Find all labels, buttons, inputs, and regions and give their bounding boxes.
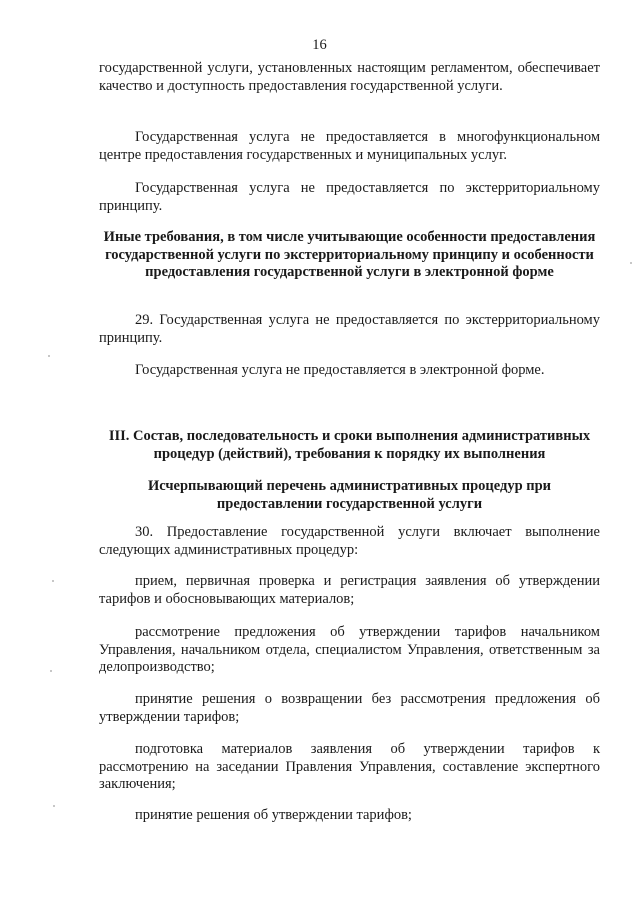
section-heading-other-requirements: Иные требования, в том числе учитывающие особенности предоставления государственной услуги по экстерриториальному принципу и особенности предоставления государственной услуги в электронной форме [103, 229, 596, 281]
scan-speck [52, 580, 54, 582]
scan-speck [50, 670, 52, 672]
chapter-heading-iii: III. Состав, последовательность и сроки выполнения административных процедур (действий), требования к порядку их выполнения [108, 428, 591, 462]
paragraph-mfc: Государственная услуга не предоставляется в многофункциональном центре предоставления государственных и муниципальных услуг. [99, 129, 600, 163]
paragraph-extraterritorial: Государственная услуга не предоставляется по экстерриториальному принципу. [99, 180, 600, 214]
paragraph-electronic-form: Государственная услуга не предоставляется в электронной форме. [135, 362, 545, 378]
list-item-review: рассмотрение предложения об утверждении тарифов начальником Управления, начальником отдела, специалистом Управления, ответственным за делопроизводство; [99, 624, 600, 676]
list-item-approval-decision: принятие решения об утверждении тарифов; [135, 807, 412, 823]
page-number: 16 [312, 37, 327, 53]
paragraph-30: 30. Предоставление государственной услуги включает выполнение следующих административных процедур: [99, 524, 600, 558]
section-heading-procedures-list: Исчерпывающий перечень административных процедур при предоставлении государственной услуги [147, 478, 552, 512]
scan-speck [630, 262, 632, 264]
scan-speck [53, 805, 55, 807]
list-item-preparation: подготовка материалов заявления об утверждении тарифов к рассмотрению на заседании Правления Управления, составление экспертного заключения; [99, 741, 600, 793]
scan-speck [48, 355, 50, 357]
list-item-reception: прием, первичная проверка и регистрация заявления об утверждении тарифов и обосновывающих материалов; [99, 573, 600, 607]
paragraph-continuation: государственной услуги, установленных настоящим регламентом, обеспечивает качество и доступность предоставления государственной услуги. [99, 60, 600, 94]
paragraph-29: 29. Государственная услуга не предоставляется по экстерриториальному принципу. [99, 312, 600, 346]
list-item-return-decision: принятие решения о возвращении без рассмотрения предложения об утверждении тарифов; [99, 691, 600, 725]
